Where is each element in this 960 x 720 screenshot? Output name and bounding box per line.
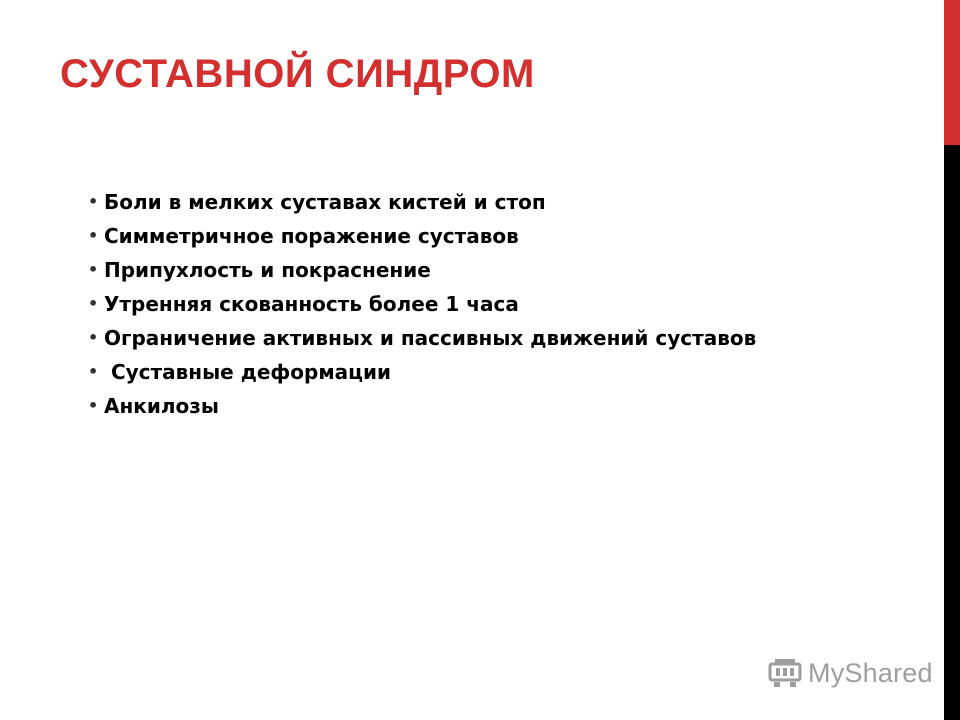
bullet-dot-icon: • — [88, 226, 99, 245]
slide-title: СУСТАВНОЙ СИНДРОМ — [60, 52, 535, 96]
myshared-logo-icon — [768, 657, 802, 689]
side-bar-accent — [944, 0, 960, 145]
bullet-item — [88, 394, 868, 418]
bullet-list — [88, 190, 868, 428]
watermark-text: MyShared — [808, 657, 933, 688]
bullet-item — [88, 190, 868, 214]
bullet-text: Симметричное поражение суставов — [104, 224, 519, 248]
bullet-text: Суставные деформации — [104, 360, 392, 384]
bullet-item — [88, 258, 868, 282]
bullet-dot-icon: • — [88, 362, 99, 381]
bullet-dot-icon: • — [88, 328, 99, 347]
bullet-dot-icon: • — [88, 294, 99, 313]
bullet-dot-icon: • — [88, 260, 99, 279]
bullet-text: Утренняя скованность более 1 часа — [104, 292, 519, 316]
bullet-text: Ограничение активных и пассивных движений суставов — [104, 326, 757, 350]
bullet-item — [88, 224, 868, 248]
bullet-text: Припухлость и покраснение — [104, 258, 431, 282]
bullet-text: Анкилозы — [104, 394, 219, 418]
bullet-item — [88, 292, 868, 316]
side-bar — [944, 0, 960, 720]
bullet-item — [88, 360, 868, 384]
bullet-dot-icon: • — [88, 192, 99, 211]
bullet-text: Боли в мелких суставах кистей и стоп — [104, 190, 546, 214]
bullet-dot-icon: • — [88, 396, 99, 415]
myshared-watermark — [768, 656, 933, 690]
bullet-item — [88, 326, 868, 350]
